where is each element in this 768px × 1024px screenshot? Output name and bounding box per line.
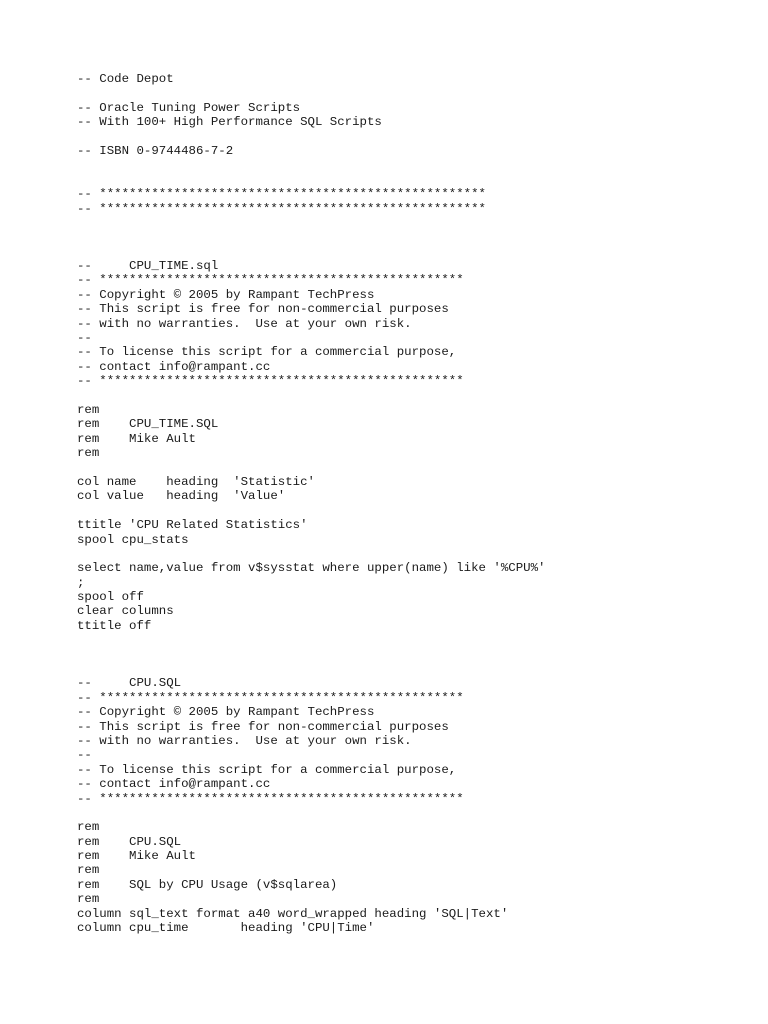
code-line: spool off [77, 590, 144, 605]
code-line: -- This script is free for non-commercial purposes [77, 719, 449, 734]
code-line: rem SQL by CPU Usage (v$sqlarea) [77, 877, 338, 892]
code-line: -- ************************************************* [77, 273, 464, 288]
code-line: select name,value from v$sysstat where upper(name) like '%CPU%' [77, 561, 546, 576]
code-line: clear columns [77, 604, 174, 619]
code-line [77, 230, 545, 244]
code-line: -- contact info@rampant.cc [77, 777, 271, 792]
code-line: -- [77, 748, 92, 763]
code-line: col name heading 'Statistic' [77, 474, 315, 489]
code-line: -- ************************************************* [77, 791, 464, 806]
code-line: -- **************************************************** [77, 201, 486, 216]
code-line: -- contact info@rampant.cc [77, 359, 271, 374]
code-line: -- **************************************************** [77, 187, 486, 202]
code-line: rem [77, 402, 100, 417]
code-line: rem Mike Ault [77, 849, 196, 864]
code-line: -- To license this script for a commercial purpose, [77, 762, 457, 777]
code-line: -- Oracle Tuning Power Scripts [77, 100, 301, 115]
code-line: ttitle off [77, 618, 152, 633]
code-line: -- ************************************************* [77, 374, 464, 389]
code-line [77, 245, 545, 259]
code-line [77, 461, 545, 475]
code-line: -- Copyright © 2005 by Rampant TechPress [77, 287, 375, 302]
code-line: -- with no warranties. Use at your own risk. [77, 733, 412, 748]
code-line [77, 662, 545, 676]
code-line: -- Copyright © 2005 by Rampant TechPress [77, 705, 375, 720]
code-line: -- ************************************************* [77, 690, 464, 705]
code-line [77, 547, 545, 561]
code-line: -- To license this script for a commercial purpose, [77, 345, 457, 360]
sql-script-listing [77, 72, 545, 935]
code-line: spool cpu_stats [77, 532, 189, 547]
code-line: rem [77, 820, 100, 835]
code-line [77, 158, 545, 172]
code-line [77, 504, 545, 518]
code-line: -- Code Depot [77, 72, 174, 86]
code-line: rem [77, 863, 100, 878]
code-line: rem [77, 892, 100, 907]
code-line [77, 130, 545, 144]
code-line: -- This script is free for non-commercial purposes [77, 302, 449, 317]
code-line: column sql_text format a40 word_wrapped heading 'SQL|Text' [77, 906, 509, 921]
code-line [77, 648, 545, 662]
code-line [77, 86, 545, 100]
code-line: -- With 100+ High Performance SQL Scripts [77, 115, 382, 130]
code-line: rem [77, 446, 100, 461]
code-line [77, 389, 545, 403]
code-line: rem CPU_TIME.SQL [77, 417, 219, 432]
code-line: -- [77, 331, 92, 346]
code-line: rem CPU.SQL [77, 834, 182, 849]
code-line: ; [77, 575, 85, 590]
code-line [77, 216, 545, 230]
code-line [77, 633, 545, 647]
code-line: -- with no warranties. Use at your own risk. [77, 316, 412, 331]
code-line: -- CPU_TIME.sql [77, 259, 219, 274]
code-line: -- CPU.SQL [77, 676, 182, 691]
code-line: col value heading 'Value' [77, 489, 286, 504]
code-line: ttitle 'CPU Related Statistics' [77, 518, 308, 533]
code-line [77, 806, 545, 820]
code-line: rem Mike Ault [77, 431, 196, 446]
code-line: -- ISBN 0-9744486-7-2 [77, 143, 234, 158]
code-line [77, 173, 545, 187]
code-line: column cpu_time heading 'CPU|Time' [77, 921, 375, 936]
